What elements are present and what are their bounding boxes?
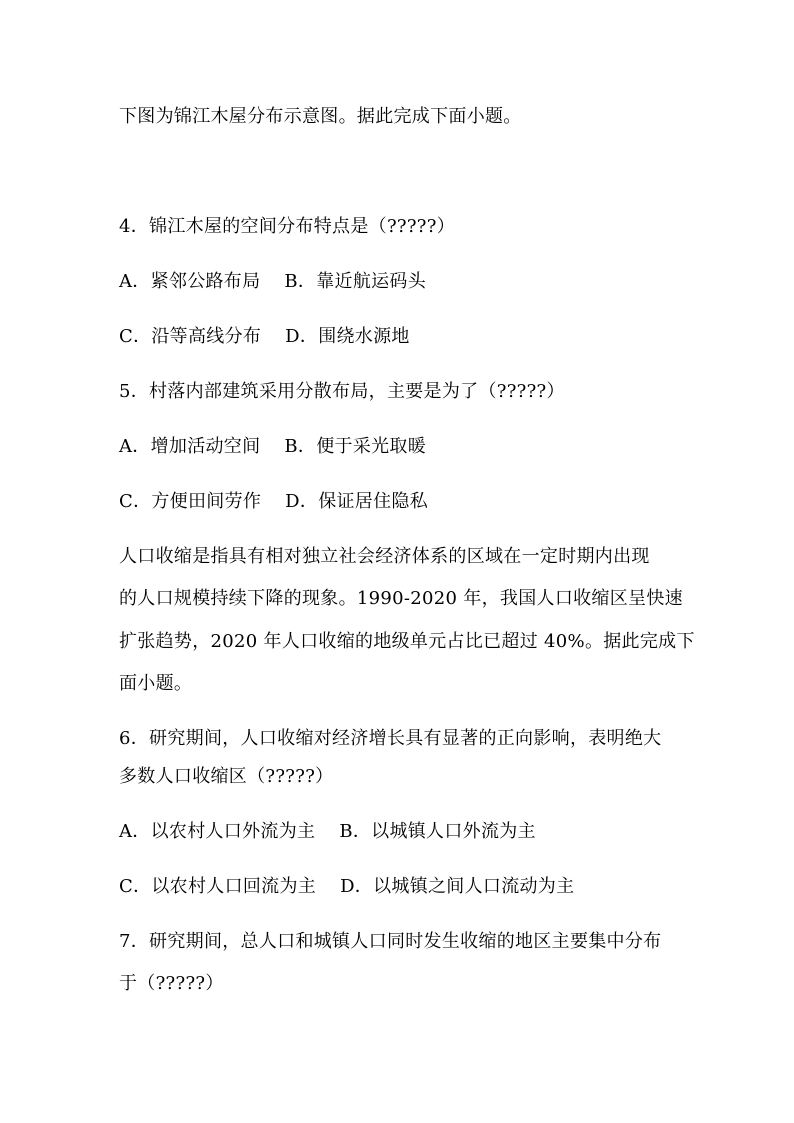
question-4-option-d: D．围绕水源地 (285, 326, 410, 347)
question-4-options-row-2 (119, 325, 679, 349)
question-6-stem-line-1: 6．研究期间，人口收缩对经济增长具有显著的正向影响，表明绝大 (119, 728, 662, 749)
question-4-options-row-1 (119, 270, 679, 294)
question-5-options-row-1 (119, 435, 679, 459)
question-4-option-c: C．沿等高线分布 (119, 326, 262, 347)
intro-text-population-line-2: 的人口规模持续下降的现象。1990-2020 年，我国人口收缩区呈快速 (119, 588, 683, 609)
question-6-stem-line-2: 多数人口收缩区（?????） (119, 766, 334, 787)
question-7-stem-line-2: 于（?????） (119, 973, 224, 994)
intro-text-population-line-3: 扩张趋势，2020 年人口收缩的地级单元占比已超过 40%。据此完成下 (119, 631, 695, 652)
question-6-option-d: D．以城镇之间人口流动为主 (340, 876, 575, 897)
question-6-option-c: C．以农村人口回流为主 (119, 876, 317, 897)
intro-text-population-line-1: 人口收缩是指具有相对独立社会经济体系的区域在一定时期内出现 (119, 546, 650, 567)
question-7-stem-line-1: 7．研究期间，总人口和城镇人口同时发生收缩的地区主要集中分布 (119, 931, 662, 952)
intro-text-population-line-4: 面小题。 (119, 673, 193, 694)
question-5-option-c: C．方便田间劳作 (119, 491, 262, 512)
question-6-option-a: A．以农村人口外流为主 (119, 821, 316, 842)
question-4-stem: 4．锦江木屋的空间分布特点是（?????） (119, 216, 456, 237)
question-4-option-a: A．紧邻公路布局 (119, 271, 261, 292)
intro-text-map: 下图为锦江木屋分布示意图。据此完成下面小题。 (119, 106, 522, 127)
question-6-options-row-2 (119, 875, 679, 899)
question-5-option-a: A．增加活动空间 (119, 436, 261, 457)
question-5-options-row-2 (119, 490, 679, 514)
question-5-option-d: D．保证居住隐私 (285, 491, 429, 512)
question-5-stem: 5．村落内部建筑采用分散布局，主要是为了（?????） (119, 381, 565, 402)
question-4-option-b: B．靠近航运码头 (284, 271, 427, 292)
question-5-option-b: B．便于采光取暖 (284, 436, 427, 457)
question-6-options-row-1 (119, 820, 679, 844)
question-6-option-b: B．以城镇人口外流为主 (339, 821, 536, 842)
